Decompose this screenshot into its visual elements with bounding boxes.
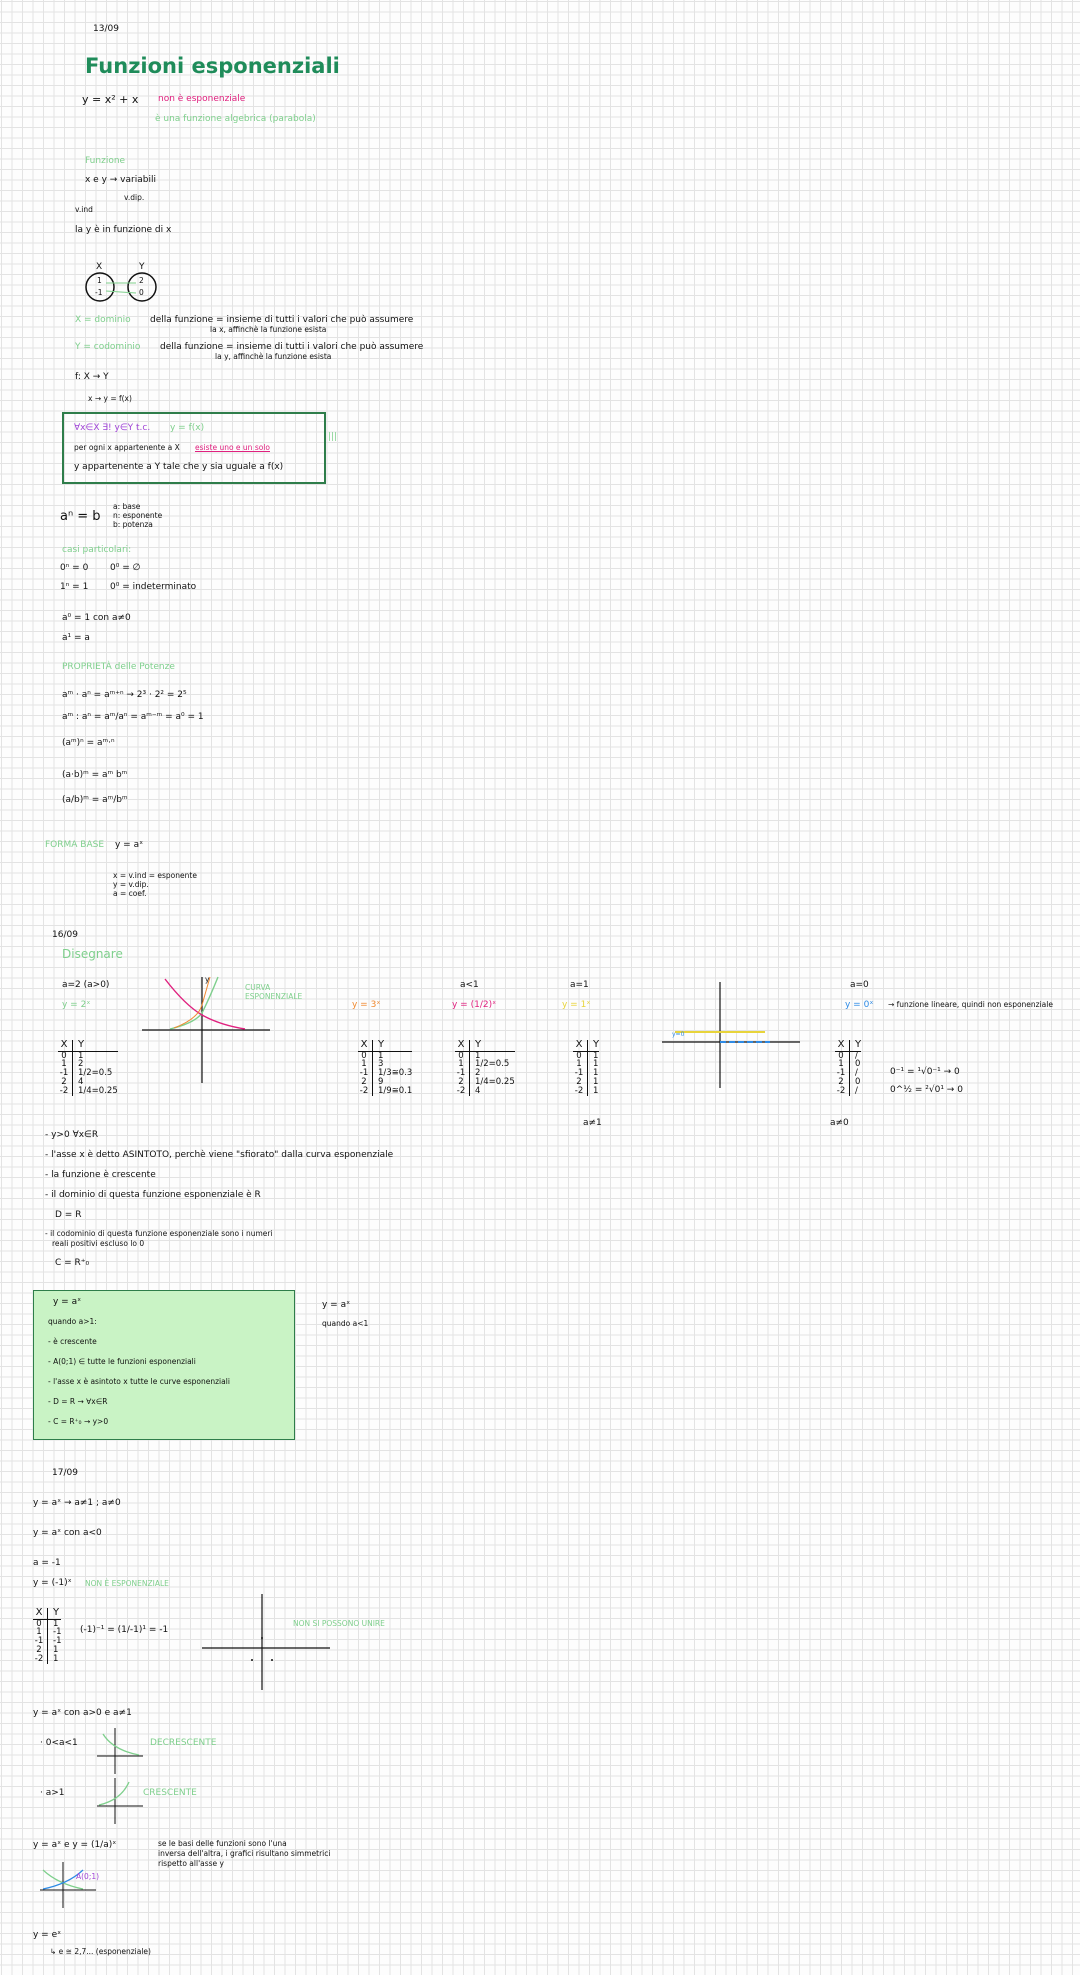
- e-value: ↳ e ≅ 2,7... (esponenziale): [50, 1947, 151, 1956]
- part3-line-2: y = aˣ con a<0: [33, 1528, 102, 1538]
- forma-base-eq: y = aˣ: [115, 840, 144, 850]
- vind-label: v.ind: [75, 205, 93, 214]
- codominio-text: della funzione = insieme di tutti i valori che può assumere: [160, 342, 424, 352]
- cre-condition: · a>1: [40, 1788, 65, 1798]
- summary-line-5: - l'asse x è asintoto x tutte le curve esponenziali: [48, 1377, 230, 1386]
- set-y-label: Y: [139, 262, 145, 272]
- table-row: 1 1/2=0.5: [455, 1060, 515, 1069]
- graph5-lin: → funzione lineare, quindi non esponenziale: [888, 1000, 1053, 1009]
- dec-plot: [95, 1726, 145, 1776]
- sym-text-2: inversa dell'altra, i grafici risultano simmetrici: [158, 1849, 331, 1858]
- set-y-val-1: 2: [139, 276, 144, 285]
- table-row: 2 1: [33, 1646, 61, 1655]
- table-row: 0 1: [573, 1052, 599, 1061]
- table-row: 2 1: [573, 1078, 599, 1087]
- graph3-eq: y = (1/2)ˣ: [452, 1000, 497, 1010]
- dominio-text-2: la x, affinchè la funzione esista: [210, 325, 327, 334]
- table-row: 1 2: [58, 1060, 118, 1069]
- summary-side-2: quando a<1: [322, 1319, 369, 1328]
- dominio-text: della funzione = insieme di tutti i valori che può assumere: [150, 315, 414, 325]
- prop-line-3: - la funzione è crescente: [45, 1170, 156, 1180]
- set-x-val-2: -1: [95, 288, 103, 297]
- set-mapping-diagram: [70, 255, 180, 315]
- table-row: 2 0: [835, 1078, 861, 1087]
- prop-5: (a/b)ᵐ = aᵐ/bᵐ: [62, 795, 128, 805]
- part3-line-1: y = aˣ → a≠1 ; a≠0: [33, 1498, 121, 1508]
- table-header: X Y: [358, 1040, 412, 1052]
- part3-note: NON SI POSSONO UNIRE: [293, 1619, 385, 1628]
- part3-calc: (-1)⁻¹ = (1/-1)¹ = -1: [80, 1625, 169, 1635]
- table-header: X Y: [455, 1040, 515, 1052]
- graph5-note: a≠0: [830, 1118, 849, 1128]
- curve-label: CURVA ESPONENZIALE: [245, 983, 303, 1001]
- definition-line-2: y appartenente a Y tale che y sia uguale a f(x): [74, 462, 284, 472]
- part3-line-4: y = (-1)ˣ: [33, 1578, 72, 1588]
- date-13-09: 13/09: [93, 24, 119, 34]
- table-row: -2 /: [836, 1086, 858, 1097]
- vdip-label: v.dip.: [124, 193, 145, 202]
- graph4-y1: y=0: [672, 1031, 685, 1038]
- proprieta-heading: PROPRIETÀ delle Potenze: [62, 662, 175, 672]
- definition-formula: ∀x∈X ∃! y∈Y t.c.: [74, 423, 151, 433]
- graph4-eq: y = 1ˣ: [562, 1000, 591, 1010]
- codominio-key: Y = codominio: [75, 342, 141, 352]
- part3-line-5: y = aˣ con a>0 e a≠1: [33, 1708, 132, 1718]
- dec-condition: · 0<a<1: [40, 1738, 78, 1748]
- table-row: -1 -1: [34, 1636, 62, 1647]
- definition-line-1: per ogni x appartenente a X: [74, 443, 180, 452]
- legend-pow: b: potenza: [113, 520, 153, 529]
- prop-line-4: - il dominio di questa funzione esponenziale è R: [45, 1190, 261, 1200]
- funzione-heading: Funzione: [85, 156, 126, 166]
- case-1: 0ⁿ = 0: [60, 563, 89, 573]
- e-eq: y = eˣ: [33, 1930, 62, 1940]
- graph1-condition: a=2 (a>0): [62, 980, 110, 990]
- legend-exp: n: esponente: [113, 511, 163, 520]
- prop-line-5: D = R: [55, 1210, 82, 1220]
- graph5-eq: y = 0ˣ: [845, 1000, 874, 1010]
- not-exponential-note: non è esponenziale: [158, 94, 246, 104]
- dec-label: DECRESCENTE: [150, 1738, 217, 1748]
- table-row: -2 1: [574, 1086, 599, 1097]
- table-row: -1 1/3≅0.3: [359, 1068, 413, 1079]
- prop-1: aᵐ · aⁿ = aᵐ⁺ⁿ → 2³ · 2² = 2⁵: [62, 690, 187, 700]
- table-header: X Y: [33, 1608, 61, 1620]
- table-row: 0 1: [33, 1620, 61, 1629]
- sym-text-3: rispetto all'asse y: [158, 1859, 224, 1868]
- prop-line-8: C = R⁺₀: [55, 1258, 90, 1268]
- sym-plot: [38, 1860, 98, 1910]
- table-row: -2 1/9≅0.1: [359, 1086, 413, 1097]
- power-eq: aⁿ = b: [60, 509, 101, 524]
- table-row: 0 1: [358, 1052, 412, 1061]
- function-of-x-line: la y è in funzione di x: [75, 225, 172, 235]
- summary-line-6: - D = R → ∀x∈R: [48, 1397, 108, 1406]
- prop-4: (a·b)ᵐ = aᵐ bᵐ: [62, 770, 128, 780]
- table-header: X Y: [835, 1040, 861, 1052]
- cre-label: CRESCENTE: [143, 1788, 197, 1798]
- part3-plot: [200, 1592, 340, 1692]
- prop-line-6: - il codominio di questa funzione esponenziale sono i numeri: [45, 1229, 273, 1238]
- table-row: 1 0: [835, 1060, 861, 1069]
- forma-note-1: x = v.ind = esponente: [113, 871, 197, 880]
- disegnare-heading: Disegnare: [62, 947, 123, 961]
- case-2: 0⁰ = ∅: [110, 563, 141, 573]
- graph3-condition: a<1: [460, 980, 479, 990]
- a-zero: a⁰ = 1 con a≠0: [62, 613, 131, 623]
- summary-line-3: - è crescente: [48, 1337, 97, 1346]
- graph5-table: [835, 1040, 861, 1096]
- algebraic-note: è una funzione algebrica (parabola): [155, 114, 316, 124]
- variables-line: x e y → variabili: [85, 175, 156, 185]
- table-row: 0 1: [455, 1052, 515, 1061]
- sym-eq: y = aˣ e y = (1/a)ˣ: [33, 1840, 117, 1850]
- prop-2: aᵐ : aⁿ = aᵐ/aⁿ = aᵐ⁻ᵐ = a⁰ = 1: [62, 712, 204, 722]
- summary-line-1: y = aˣ: [53, 1297, 82, 1307]
- table-row: 2 4: [58, 1078, 118, 1087]
- graph5-root-2: 0^½ = ²√0¹ → 0: [890, 1085, 963, 1095]
- graph3-table: [455, 1040, 515, 1096]
- table-row: 2 1/4=0.25: [455, 1078, 515, 1087]
- side-mark: |||: [328, 432, 338, 442]
- a01-label: A(0;1): [76, 1872, 100, 1881]
- graph1-y-label: y: [205, 975, 210, 984]
- summary-line-4: - A(0;1) ∈ tutte le funzioni esponenziali: [48, 1357, 196, 1366]
- eq-parabola: y = x² + x: [82, 93, 139, 106]
- map-x-to-y: x → y = f(x): [88, 394, 132, 403]
- prop-line-7: reali positivi escluso lo 0: [52, 1239, 145, 1248]
- casi-heading: casi particolari:: [62, 545, 132, 555]
- part3-table: [33, 1608, 61, 1664]
- table-row: -2 1/4=0.25: [59, 1086, 118, 1097]
- date-17-09: 17/09: [52, 1468, 78, 1478]
- table-row: 1 3: [358, 1060, 412, 1069]
- graph4-table: [573, 1040, 599, 1096]
- definition-formula-f: y = f(x): [170, 423, 205, 433]
- table-row: -1 2: [456, 1068, 481, 1079]
- table-row: -1 1/2=0.5: [59, 1068, 113, 1079]
- set-x-label: X: [96, 262, 103, 272]
- forma-base-label: FORMA BASE: [45, 840, 105, 850]
- a-one: a¹ = a: [62, 633, 90, 643]
- case-4: 0⁰ = indeterminato: [110, 582, 197, 592]
- graph2-table: [358, 1040, 412, 1096]
- prop-line-2: - l'asse x è detto ASINTOTO, perchè viene "sfiorato" dalla curva esponenziale: [45, 1150, 394, 1160]
- page-title: Funzioni esponenziali: [85, 54, 340, 78]
- forma-note-2: y = v.dip.: [113, 880, 149, 889]
- case-3: 1ⁿ = 1: [60, 582, 89, 592]
- forma-note-3: a = coef.: [113, 889, 147, 898]
- cre-plot: [95, 1776, 145, 1826]
- graph1-table: [58, 1040, 118, 1096]
- sym-text-1: se le basi delle funzioni sono l'una: [158, 1839, 287, 1848]
- summary-line-7: - C = R⁺₀ → y>0: [48, 1417, 109, 1426]
- legend-base: a: base: [113, 502, 141, 511]
- map-f: f: X → Y: [75, 372, 109, 382]
- table-row: 0 /: [835, 1052, 861, 1061]
- prop-line-1: - y>0 ∀x∈R: [45, 1130, 99, 1140]
- codominio-text-2: la y, affinchè la funzione esista: [215, 352, 332, 361]
- table-row: 1 -1: [33, 1628, 61, 1637]
- table-header: X Y: [573, 1040, 599, 1052]
- set-x-val-1: 1: [97, 276, 102, 285]
- part3-line-3: a = -1: [33, 1558, 61, 1568]
- graph4-condition: a=1: [570, 980, 589, 990]
- summary-line-2: quando a>1:: [48, 1317, 97, 1326]
- definition-line-1-b: esiste uno e un solo: [195, 443, 270, 452]
- table-row: -1 /: [836, 1068, 858, 1079]
- table-row: -2 4: [456, 1086, 481, 1097]
- table-header: X Y: [58, 1040, 118, 1052]
- graph5-root-1: 0⁻¹ = ¹√0⁻¹ → 0: [890, 1067, 960, 1077]
- summary-side-1: y = aˣ: [322, 1300, 351, 1310]
- part3-not-exp: NON È ESPONENZIALE: [85, 1579, 169, 1588]
- table-row: 2 9: [358, 1078, 412, 1087]
- dominio-key: X = dominio: [75, 315, 131, 325]
- prop-3: (aᵐ)ⁿ = aᵐ·ⁿ: [62, 738, 115, 748]
- graph2-eq: y = 3ˣ: [352, 1000, 381, 1010]
- table-row: 1 1: [573, 1060, 599, 1069]
- graph4-note: a≠1: [583, 1118, 602, 1128]
- graph1-eq: y = 2ˣ: [62, 1000, 91, 1010]
- set-y-val-2: 0: [139, 288, 144, 297]
- table-row: 0 1: [58, 1052, 118, 1061]
- date-16-09: 16/09: [52, 930, 78, 940]
- table-row: -1 1: [574, 1068, 599, 1079]
- graph5-condition: a=0: [850, 980, 869, 990]
- table-row: -2 1: [34, 1654, 59, 1665]
